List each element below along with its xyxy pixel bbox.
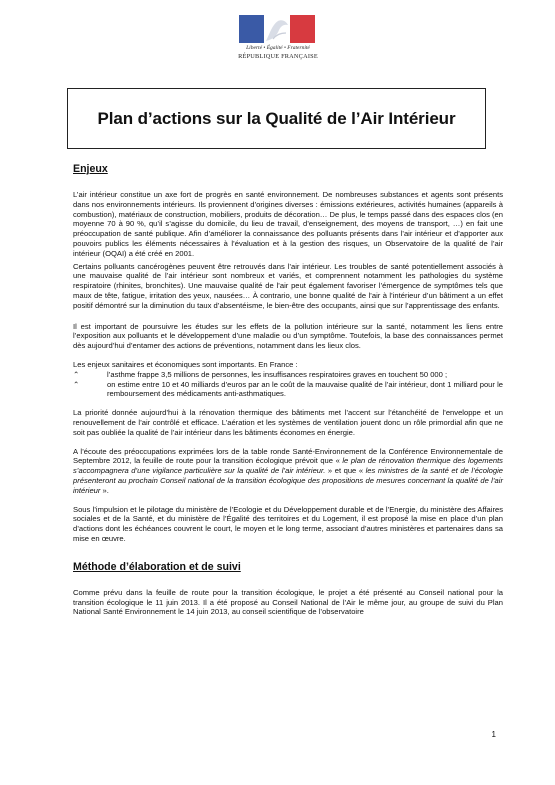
document-body: [73, 163, 503, 617]
list-item: [73, 380, 503, 400]
paragraph: Les enjeux sanitaires et économiques sont importants. En France :: [73, 359, 298, 369]
paragraph: L’air intérieur constitue un axe fort de progrès en santé environnement. De nombreuses substances et agents sont présents dans nos environnements intérieurs. Ils proviennent d’origines diverses : émissions extérieures, activités humaines (appareils à combustion), matériaux de construction, mobiliers, produits de décoration… De plus, le temps passé dans des espaces clos (en moyenne 70 à 90 %, qu’il s’agisse du domicile, du lieu de travail, d’enseignement, des moyens de transport, …) en fait une préoccupation de santé publique. Afin d’améliorer la connaissance des polluants présents dans l’air intérieur et d’apporter aux pouvoirs publics les éléments nécessaires à l’évaluation et à la gestion des risques, un Observatoire de la qualité de l’air intérieur (OQAI) a été créé en 2001.: [73, 190, 503, 258]
paragraph: Certains polluants cancérogènes peuvent être retrouvés dans l’air intérieur. Les troubles de santé potentiellement associés à une mauvaise qualité de l’air intérieur sont nombreux et variés, et comprennent notamment les pathologies du système respiratoire (rhinites, bronchites). Une mauvaise qualité de l’air peut également favoriser l’émergence de symptômes tels que maux de tête, fatigue, irritation des yeux, nausées… À contrario, une bonne qualité de l’air à l’intérieur d’un bâtiment a un effet positif démontré sur la diminution du taux d’absentéisme, le bien-être des occupants, ainsi que sur l’apprentissage des enfants.: [73, 261, 503, 310]
section-heading-methode: Méthode d’élaboration et de suivi: [73, 560, 241, 573]
document-title: Plan d’actions sur la Qualité de l’Air Intérieur: [97, 108, 456, 128]
bullet-text: on estime entre 10 et 40 milliards d’euros par an le coût de la mauvaise qualité de l’air intérieur, dont 1 milliard pour le remboursement des médicaments anti-asthmatiques.: [107, 379, 503, 399]
paragraph: Comme prévu dans la feuille de route pour la transition écologique, le projet a été présenté au Conseil national pour la transition écologique le 11 juin 2013. Il a été proposé au Conseil National de l’Air le même jour, au groupe de suivi du Plan National Santé Environnement le 14 juin 2013, au conseil scientifique de l’observatoire: [73, 587, 503, 617]
republic-name: RÉPUBLIQUE FRANÇAISE: [238, 53, 318, 60]
paragraph: Sous l’impulsion et le pilotage du ministère de l’Ecologie et du Développement durable et de l’Energie, du ministère des Affaires sociales et de la Santé, et du ministère de l’Égalité des territoires et du Logement, il est proposé la mise en place d’un plan d’actions dont les échéances couvrent le court, le moyen et le long terme, associant d’autres ministères et partenaires dans sa mise en œuvre.: [73, 504, 503, 543]
quote-text: les ministres de la santé et de l’écologie présenteront au prochain Conseil national de la transition écologique des propositions de mesures concernant la qualité de l’air intérieur: [73, 466, 503, 495]
section-heading-enjeux: Enjeux: [73, 163, 108, 175]
paragraph: A l’écoute des préoccupations exprimées lors de la table ronde Santé-Environnement de la Conférence Environnementale de Septembre 2012, la feuille de route pour la transition écologique prévoit que « le plan de rénovation thermique des logements s’accompagnera d’une vigilance particulière sur la qualité de l’air intérieur. » et que « les ministres de la santé et de l’écologie présenteront au prochain Conseil national de la transition écologique des propositions de mesures concernant la qualité de l’air intérieur ».: [73, 446, 503, 495]
title-box: [67, 88, 486, 149]
paragraph: Il est important de poursuivre les études sur les effets de la pollution intérieure sur la santé, notamment les liens entre l’exposition aux polluants et le développement d’une maladie ou d’un symptôme. Toutefois, la base des connaissances permet dès aujourd’hui d’entamer des actions de préventions, notamment dans les lieux clos.: [73, 321, 503, 351]
republic-motto: Liberté • Égalité • Fraternité: [246, 45, 310, 51]
quote-text: le plan de rénovation thermique des logements s’accompagnera d’une vigilance particulière sur la qualité de l’air intérieur.: [73, 456, 503, 476]
republique-francaise-logo: [236, 12, 320, 64]
bullet-marker-icon: ⌃: [73, 379, 80, 389]
paragraph: La priorité donnée aujourd’hui à la rénovation thermique des bâtiments met l’accent sur l’étanchéité de l’enveloppe et un renouvellement de l’air contrôlé et efficace. L’aération et les systèmes de ventilation jouent donc un rôle primordial afin que ne soit pas oubliée la qualité de l’air intérieur dans les bâtiments économes en énergie.: [73, 408, 503, 437]
bullet-marker-icon: ⌃: [73, 369, 80, 379]
marianne-flag-icon: [239, 15, 315, 43]
list-item: [73, 370, 503, 380]
page-number: 1: [491, 730, 496, 739]
bullet-text: l’asthme frappe 3,5 millions de personnes, les insuffisances respiratoires graves en touchent 50 000 ;: [107, 369, 448, 379]
